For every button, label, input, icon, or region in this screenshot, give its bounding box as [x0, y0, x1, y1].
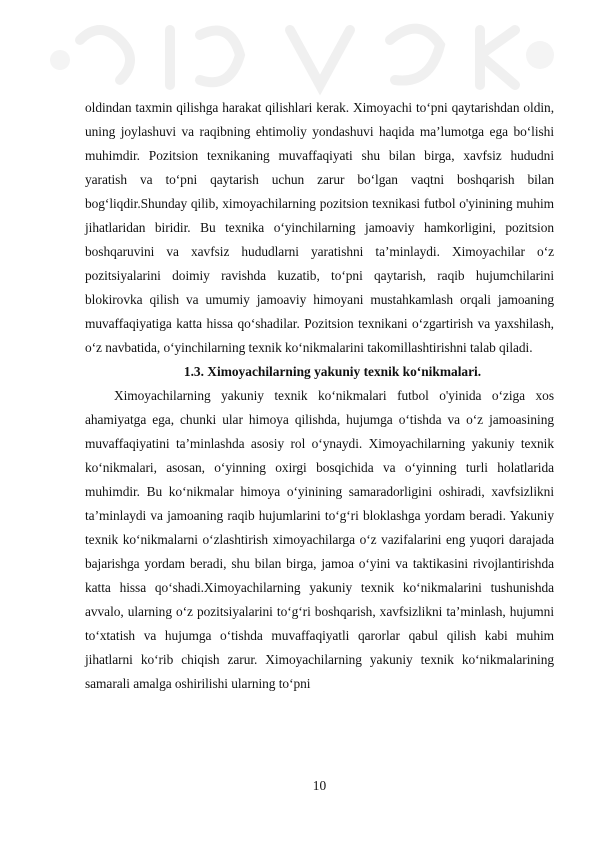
section-heading: 1.3. Ximoyachilarning yakuniy texnik ko‘nikmalari.	[183, 364, 482, 379]
body-paragraph: oldindan taxmin qilishga harakat qilishlari kerak. Ximoyachi to‘pni qaytarishdan oldin, uning joylashuvi va raqibning ehtimoliy yondashuvi haqida ma’lumotga ega bo‘lishi muhimdir. Pozitsion texnikaning muvaffaqiyati shu bilan birga, xavfsiz hududni yaratish va to‘pni qaytarish uchun zarur bo‘lgan vaqtni boshqarish bilan bog‘liqdir.Shunday qilib, ximoyachilarning pozitsion texnikasi futbol o'yinining muhim jihatlaridan biridir. Bu texnika o‘yinchilarning jamoaviy hamkorligini, pozitsion boshqaruvini va xavfsiz hududlarni yaratishni ta’minlaydi. Ximoyachilar o‘z pozitsiyalarini doimiy ravishda kuzatib, to‘pni qaytarish, raqib hujumchilarini blokirovka qilish va umumiy jamoaviy himoyani mustahkamlash orqali jamoaning muvaffaqiyatiga katta hissa qo‘shadilar. Pozitsion texnikani o‘zgartirish va yaxshilash, o‘z navbatida, o‘yinchilarning texnik ko‘nikmalarini takomillashtirishni talab qiladi.	[85, 100, 554, 355]
document-body	[85, 96, 554, 696]
page-number: 10	[312, 778, 327, 793]
body-paragraph: Ximoyachilarning yakuniy texnik ko‘nikmalari futbol o'yinida o‘ziga xos ahamiyatga ega, chunki ular himoya qilishda, hujumga o‘tishda va o‘z jamoasining muvaffaqiyatini ta’minlashda asosiy rol o‘ynaydi. Ximoyachilarning yakuniy texnik ko‘nikmalari, asosan, o‘yinning oxirgi bosqichida va o‘yinning turli holatlarida muhimdir. Bu ko‘nikmalar himoya o‘yinining samaradorligini oshiradi, xavfsizlikni ta’minlaydi va jamoaning raqib hujumlarini to‘g‘ri bloklashga yordam beradi. Yakuniy texnik ko‘nikmalarni o‘zlashtirish ximoyachilarga o‘z vazifalarini eng yuqori darajada bajarishga yordam beradi, shu bilan birga, jamoa o‘yini va taktikasini rivojlantirishda katta hissa qo‘shadi.Ximoyachilarning yakuniy texnik ko‘nikmalarini tushunishda avvalo, ularning o‘z pozitsiyalarini to‘g‘ri boshqarish, xavfsizlikni ta’minlash, hujumni to‘xtatish va hujumga o‘tishda muvaffaqiyatli qarorlar qabul qilish kabi muhim jihatlarni ko‘rib chiqish zarur. Ximoyachilarning yakuniy texnik ko‘nikmalarining samarali amalga oshirilishi ularning to‘pni	[85, 388, 554, 691]
